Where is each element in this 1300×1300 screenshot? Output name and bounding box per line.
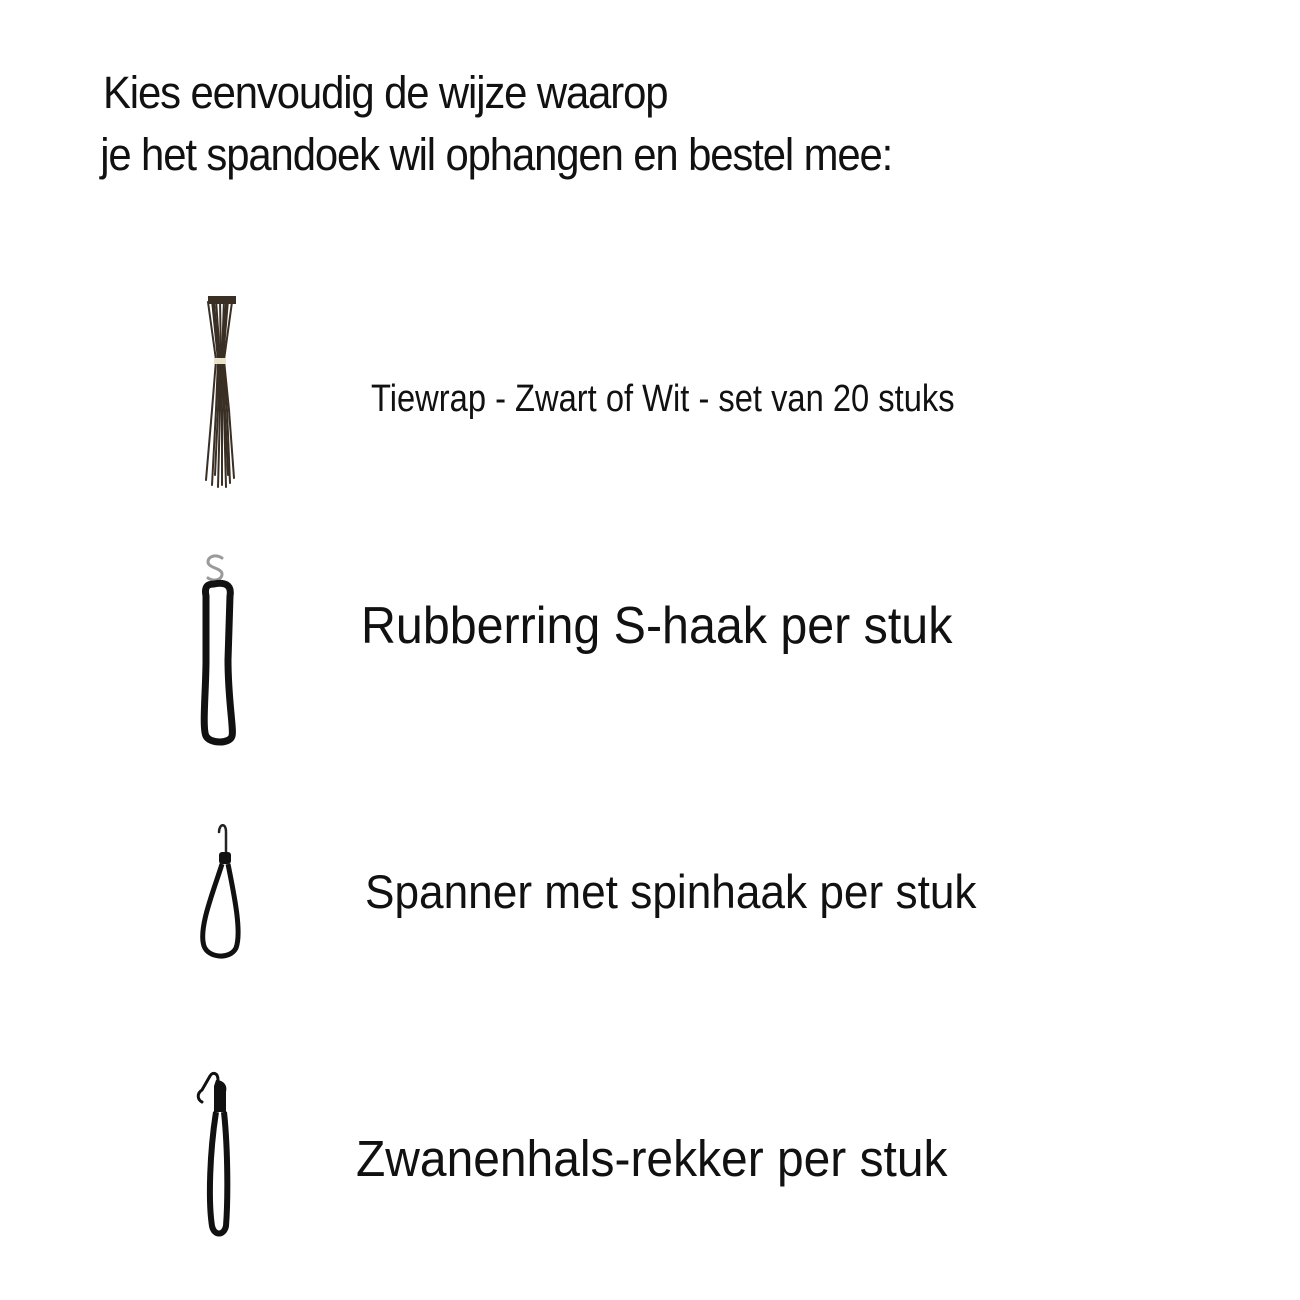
product-label: Zwanenhals-rekker per stuk <box>356 1130 948 1187</box>
product-label: Spanner met spinhaak per stuk <box>365 865 977 918</box>
page-title-line-1: Kies eenvoudig de wijze waarop <box>103 67 668 118</box>
rubber-ring-s-hook-icon <box>110 540 330 760</box>
cable-ties-bundle-icon <box>150 280 300 500</box>
bungee-loop-spin-hook-icon <box>140 810 310 980</box>
gooseneck-bungee-icon <box>110 1050 310 1250</box>
page-title <box>100 62 893 186</box>
page-title-line-2: je het spandoek wil ophangen en bestel mee: <box>100 129 893 180</box>
product-label: Rubberring S-haak per stuk <box>361 597 953 655</box>
product-label: Tiewrap - Zwart of Wit - set van 20 stuks <box>371 378 955 420</box>
